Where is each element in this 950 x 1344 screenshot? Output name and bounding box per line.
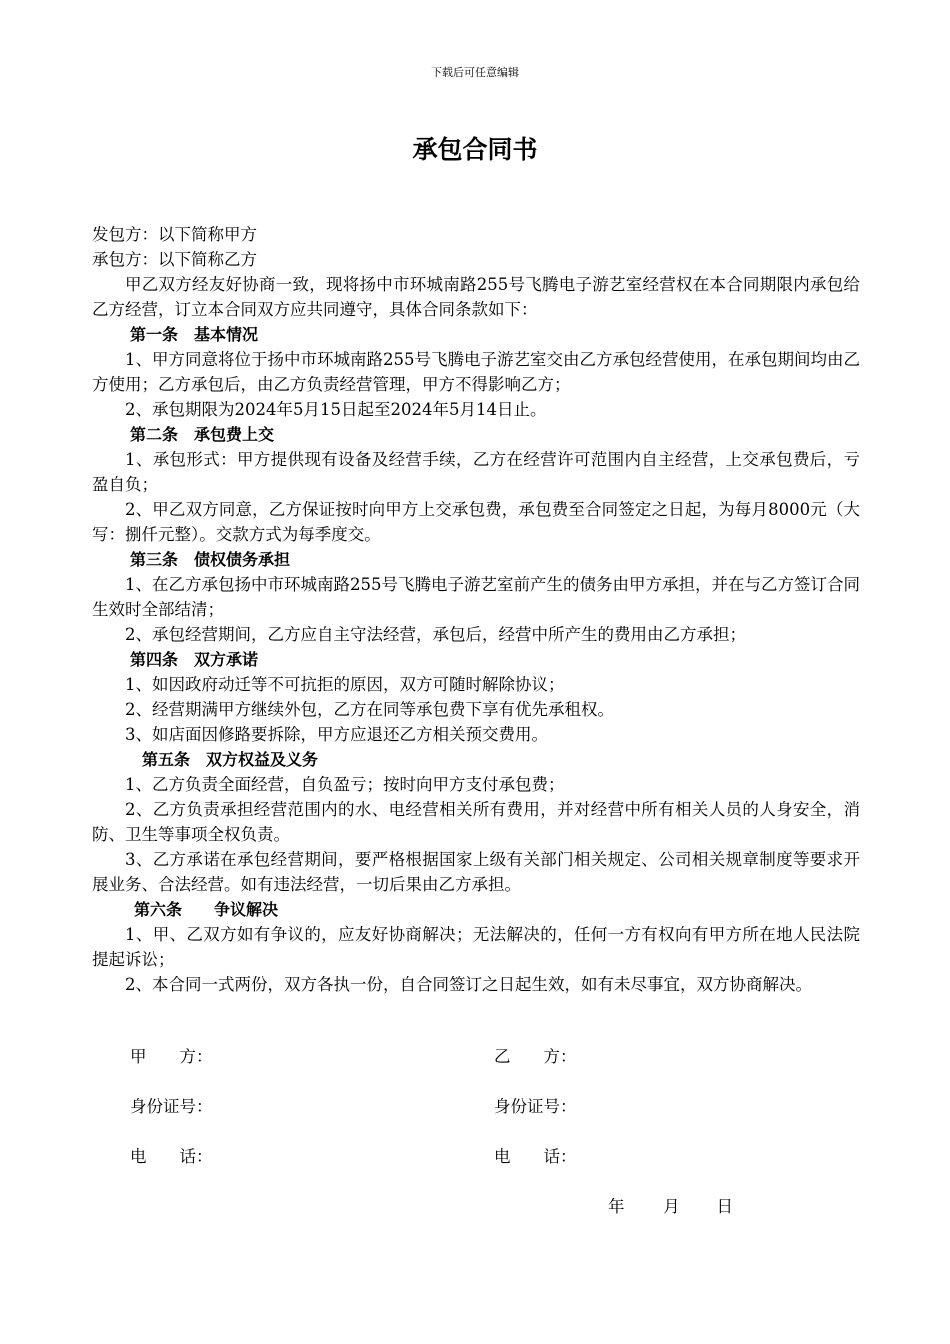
section-4-item-2: 2、经营期满甲方继续外包，乙方在同等承包费下享有优先承租权。 — [125, 700, 614, 719]
signature-row-party — [130, 1045, 810, 1069]
contract-body — [92, 222, 860, 997]
section-heading-1: 第一条 基本情况 — [130, 325, 259, 344]
section-6-item-2: 2、本合同一式两份，双方各执一份，自合同签订之日起生效，如有未尽事宜，双方协商解决。 — [125, 975, 812, 994]
section-5-item-2: 2、乙方负责承担经营范围内的水、电经营相关所有费用，并对经营中所有相关人员的人身安全，消防、卫生等事项全权负责。 — [92, 800, 860, 844]
section-heading-6: 第六条 争议解决 — [134, 900, 279, 919]
section-2-item-1: 1、承包形式：甲方提供现有设备及经营手续，乙方在经营许可范围内自主经营，上交承包费后，亏盈自负； — [92, 450, 860, 494]
section-2-item-2: 2、甲乙双方同意，乙方保证按时向甲方上交承包费，承包费至合同签定之日起，为每月8000元（大写：捌仟元整）。交款方式为每季度交。 — [92, 500, 860, 544]
party-b-phone-label: 电 话： — [494, 1147, 577, 1166]
section-5-item-3: 3、乙方承诺在承包经营期间，要严格根据国家上级有关部门相关规定、公司相关规章制度等要求开展业务、合法经营。如有违法经营，一切后果由乙方承担。 — [92, 850, 860, 894]
section-6-item-1: 1、甲、乙双方如有争议的，应友好协商解决；无法解决的，任何一方有权向有甲方所在地人民法院提起诉讼； — [92, 925, 860, 969]
party-a-phone-label: 电 话： — [130, 1147, 213, 1166]
section-1-item-1: 1、甲方同意将位于扬中市环城南路255号飞腾电子游艺室交由乙方承包经营使用，在承包期间均由乙方使用；乙方承包后，由乙方负责经营管理，甲方不得影响乙方； — [92, 350, 860, 394]
section-4-item-3: 3、如店面因修路要拆除，甲方应退还乙方相关预交费用。 — [125, 725, 548, 744]
section-4-item-1: 1、如因政府动迁等不可抗拒的原因，双方可随时解除协议； — [125, 675, 565, 694]
section-3-item-2: 2、承包经营期间，乙方应自主守法经营，承包后，经营中所产生的费用由乙方承担； — [125, 625, 746, 644]
party-a-id-label: 身份证号： — [130, 1097, 213, 1116]
date-year-label: 年 — [608, 1197, 625, 1216]
party-b-signature-label: 乙 方： — [494, 1047, 577, 1066]
preamble-paragraph: 甲乙双方经友好协商一致，现将扬中市环城南路255号飞腾电子游艺室经营权在本合同期限内承包给乙方经营，订立本合同双方应共同遵守，具体合同条款如下： — [92, 275, 860, 319]
section-3-item-1: 1、在乙方承包扬中市环城南路255号飞腾电子游艺室前产生的债务由甲方承担，并在与乙方签订合同生效时全部结清； — [92, 575, 860, 619]
signature-row-id — [130, 1095, 810, 1119]
section-heading-2: 第二条 承包费上交 — [130, 425, 275, 444]
signing-date — [608, 1195, 733, 1219]
signature-row-phone — [130, 1145, 810, 1169]
party-b-id-label: 身份证号： — [494, 1097, 577, 1116]
section-5-item-1: 1、乙方负责全面经营，自负盈亏；按时向甲方支付承包费； — [125, 775, 565, 794]
date-day-label: 日 — [716, 1197, 733, 1216]
issuer-line: 发包方：以下简称甲方 — [92, 225, 257, 244]
party-a-signature-label: 甲 方： — [130, 1047, 213, 1066]
document-title: 承包合同书 — [412, 135, 538, 164]
header-note: 下载后可任意编辑 — [431, 66, 519, 79]
section-heading-4: 第四条 双方承诺 — [130, 650, 259, 669]
contractor-line: 承包方：以下简称乙方 — [92, 250, 257, 269]
section-1-item-2: 2、承包期限为2024年5月15日起至2024年5月14日止。 — [125, 400, 547, 419]
date-month-label: 月 — [663, 1197, 680, 1216]
section-heading-5: 第五条 双方权益及义务 — [142, 750, 319, 769]
section-heading-3: 第三条 债权债务承担 — [130, 550, 291, 569]
